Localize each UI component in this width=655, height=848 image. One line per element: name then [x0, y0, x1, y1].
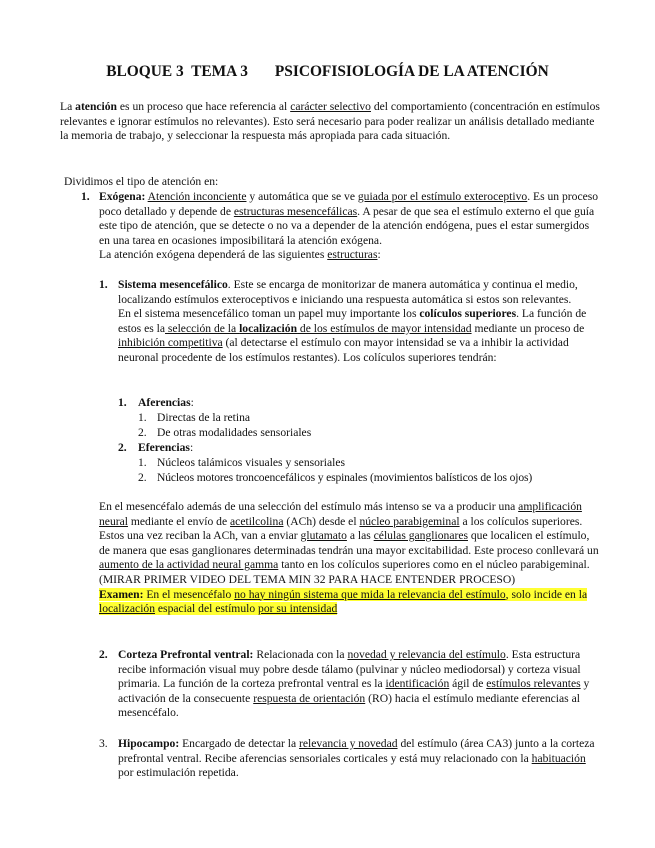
- list-number: 3.: [99, 737, 108, 750]
- intro-paragraph: La atención es un proceso que hace referencia al carácter selectivo del comportamiento (concentración en estímulos relevantes e ignorar estímulos no relevantes). Esto será necesario para poder realizar un análisis detallado mediante la memoria de trabajo, y seleccionar la respuesta más apropiada para cada situación.: [60, 100, 600, 143]
- list-number: 1.: [118, 396, 127, 409]
- list-number: 2.: [138, 471, 147, 484]
- mesencefalo-paragraph: En el mesencéfalo además de una selección del estímulo más intenso se va a producir una amplificación neural mediante el envío de acetilcolina (ACh) desde el núcleo parabigeminal a los colículos superiores. Estos una vez reciban la ACh, van a enviar glutamato a las células ganglionares que localicen el estímulo, de manera que esas ganglionares determinadas tendrán una mayor excitabilidad. Este proceso conllevará un aumento de la actividad neural gamma tanto en los colículos superiores como en el núcleo parabigeminal. (MIRAR PRIMER VIDEO DEL TEMA MIN 32 PARA HACE ENTENDER PROCESO) Examen: En el mesencéfalo no hay ningún sistema que mida la relevancia del estímulo, solo incide en la localización espacial del estímulo por su intensidad: [99, 500, 599, 616]
- list-number: 2.: [118, 441, 127, 454]
- list-item: Núcleos motores troncoencefálicos y espinales (movimientos balísticos de los ojos): [157, 471, 533, 484]
- list-item: Directas de la retina: [157, 411, 251, 424]
- corteza-section: Corteza Prefrontal ventral: Relacionada con la novedad y relevancia del estímulo. Esta estructura recibe información visual muy pobre desde tálamo (pulvinar y núcleo mediodorsal) y corteza visual primaria. La función de la corteza prefrontal ventral es la identificación ágil de estímulos relevantes y activación de la consecuente respuesta de orientación (RO) hacia el estímulo mediante eferencias al mesencéfalo.: [118, 648, 590, 720]
- exogena-section: Exógena: Atención inconciente y automática que se ve guiada por el estímulo exteroceptivo. Es un proceso poco detallado y depende de estructuras mesencefálicas. A pesar de que sea el estímulo externo el que guía este tipo de atención, que se detecte o no va a depender de la atención endógena, pues el estar sumergidos en una tarea en ocasiones imposibilitará la atención exógena. La atención exógena dependerá de las siguientes estructuras:: [99, 190, 599, 262]
- hipocampo-label: Hipocampo:: [118, 737, 180, 750]
- list-item: De otras modalidades sensoriales: [157, 426, 312, 439]
- page-title: BLOQUE 3 TEMA 3 PSICOFISIOLOGÍA DE LA ATENCIÓN: [106, 63, 549, 80]
- video-note: (MIRAR PRIMER VIDEO DEL TEMA MIN 32 PARA HACE ENTENDER PROCESO): [99, 572, 516, 586]
- list-number: 2.: [99, 648, 108, 661]
- list-number: 1.: [138, 411, 147, 424]
- exam-note: Examen: En el mesencéfalo no hay ningún sistema que mida la relevancia del estímulo, solo incide en la localización espacial del estímulo por su intensidad: [99, 587, 588, 616]
- list-number: 2.: [138, 426, 147, 439]
- corteza-label: Corteza Prefrontal ventral:: [118, 648, 254, 661]
- divide-line: Dividimos el tipo de atención en:: [64, 175, 219, 188]
- list-number: 1.: [81, 190, 90, 203]
- exogena-label: Exógena:: [99, 190, 146, 203]
- hipocampo-section: Hipocampo: Encargado de detectar la relevancia y novedad del estímulo (área CA3) junto a la corteza prefrontal ventral. Recibe aferencias sensoriales corticales y está muy relacionado con la habituación por estimulación repetida.: [118, 737, 595, 780]
- mesencefalico-label: Sistema mesencefálico: [118, 278, 228, 291]
- aferencias-heading: Aferencias:: [138, 396, 194, 409]
- list-number: 1.: [138, 456, 147, 469]
- term-atencion: atención: [75, 100, 118, 113]
- eferencias-heading: Eferencias:: [138, 441, 194, 454]
- list-item: Núcleos talámicos visuales y sensoriales: [157, 456, 346, 469]
- mesencefalico-section: Sistema mesencefálico. Este se encarga de monitorizar de manera automática y continua el medio, localizando estímulos exteroceptivos e iniciando una respuesta automática si estos son relevantes. En el sistema mesencefálico toman un papel muy importante los colículos superiores. La función de estos es la selección de la localización de los estímulos de mayor intensidad mediante un proceso de inhibición competitiva (al detectarse el estímulo con mayor intensidad se va a inhibir la actividad neuronal procedente de los estímulos restantes). Los colículos superiores tendrán:: [118, 278, 587, 364]
- list-number: 1.: [99, 278, 108, 291]
